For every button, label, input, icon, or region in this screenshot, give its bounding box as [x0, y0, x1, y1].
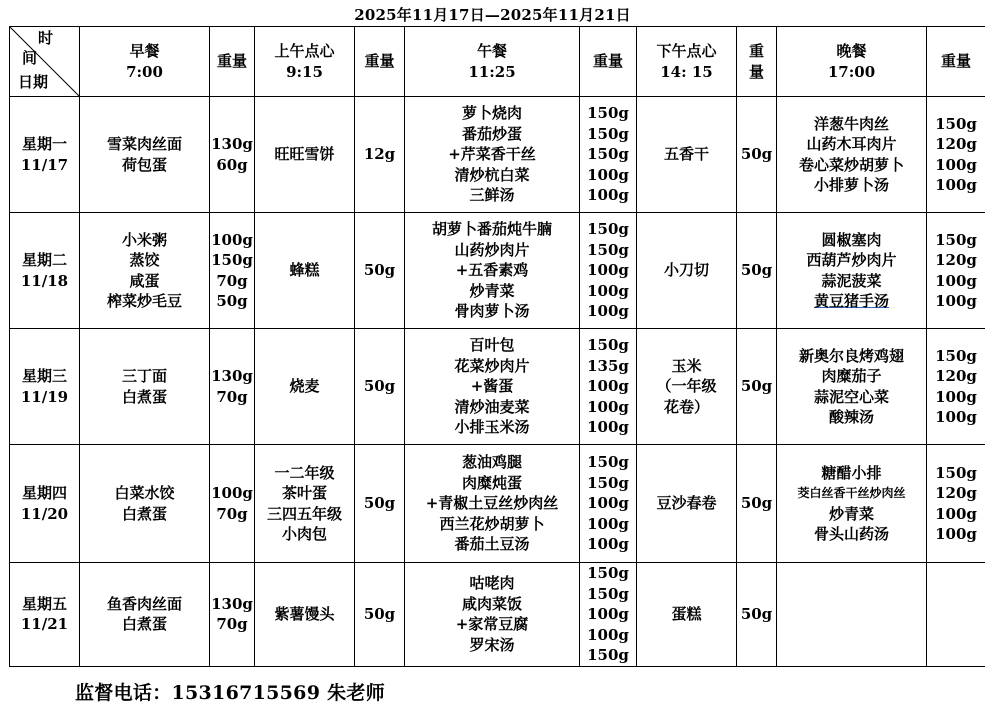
item-line: 150g [587, 453, 629, 472]
lunch-weight-cell [580, 213, 637, 329]
breakfast-weight-cell [210, 445, 255, 563]
item-line: 70g [216, 615, 248, 634]
item-line: 70g [216, 387, 248, 406]
item-line: 花菜炒肉片 [454, 356, 530, 375]
pm-snack-cell [637, 97, 737, 213]
breakfast-cell [80, 563, 210, 667]
day-name: 星期四 [21, 484, 67, 502]
item-line: 炒青菜 [469, 281, 515, 300]
item-line: 蛋糕 [671, 605, 702, 623]
item-line: 蒸饺 [129, 251, 160, 269]
item-line: 酸辣汤 [828, 408, 874, 426]
pm-snack-cell [637, 445, 737, 563]
item-line: 100g [587, 625, 629, 644]
weight-value: 50g [740, 605, 773, 623]
item-line: 豆沙春卷 [656, 494, 717, 513]
item-line: +家常豆腐 [455, 615, 529, 634]
breakfast-cell [80, 329, 210, 445]
item-line: 130g [211, 367, 253, 385]
item-line: 150g [211, 251, 253, 269]
item-line: 150g [587, 145, 629, 164]
item-line: 骨头山药汤 [813, 525, 889, 543]
item-line: 三鲜汤 [469, 186, 515, 205]
item-line: 卷心菜炒胡萝卜 [798, 155, 904, 174]
item-line: 150g [587, 336, 629, 355]
pm-snack-weight-cell [737, 563, 777, 667]
corner-cell [10, 27, 80, 97]
item-line: 新奥尔良烤鸡翅 [798, 346, 904, 365]
lunch-cell [405, 445, 580, 563]
item-line: 150g [587, 104, 629, 123]
item-line: 咕咾肉 [469, 574, 515, 593]
item-line: 烧麦 [289, 377, 320, 396]
item-line: 骨肉萝卜汤 [454, 302, 530, 321]
day-row [10, 563, 985, 667]
weight-value: 50g [363, 377, 396, 396]
item-line: 白煮蛋 [121, 504, 167, 523]
item-line: 120g [935, 135, 977, 153]
weight-value: 50g [363, 605, 396, 623]
item-line: 100g [587, 281, 629, 300]
day-name: 星期一 [21, 135, 67, 153]
weight-value: 50g [740, 261, 773, 280]
item-line: 100g [935, 176, 977, 194]
item-line: 100g [935, 271, 977, 290]
item-line: 山药木耳肉片 [806, 135, 897, 153]
item-line: 雪菜肉丝面 [106, 135, 182, 153]
header-row [10, 27, 985, 97]
breakfast-weight-cell [210, 329, 255, 445]
dinner-cell [777, 445, 927, 563]
breakfast-weight-cell [210, 563, 255, 667]
item-line: 一二年级 [274, 463, 335, 482]
item-line: 小排萝卜汤 [813, 176, 889, 194]
pm-snack-cell [637, 563, 737, 667]
item-line: 圆椒塞肉 [821, 230, 882, 249]
item-line: 榨菜炒毛豆 [106, 292, 182, 310]
lunch-weight-cell [580, 97, 637, 213]
corner-time-label: 时 [38, 29, 54, 47]
item-line: 茶叶蛋 [281, 484, 327, 502]
day-date: 11/17 [20, 155, 69, 174]
item-line: 150g [935, 346, 977, 365]
item-line: +五香素鸡 [455, 261, 529, 280]
dinner-weight-cell [927, 213, 985, 329]
item-line: 150g [587, 584, 629, 603]
item-line: 罗宋汤 [469, 635, 515, 654]
item-line: 100g [587, 186, 629, 205]
item-line: 100g [587, 377, 629, 396]
item-line: 三丁面 [121, 367, 167, 385]
am-snack-weight-cell [355, 97, 405, 213]
item-line: 肉糜茄子 [821, 367, 882, 385]
item-line: 100g [587, 302, 629, 321]
weight-value: 50g [363, 261, 396, 280]
weight-value: 50g [740, 377, 773, 396]
pm-snack-weight-cell [737, 213, 777, 329]
breakfast-weight-cell [210, 213, 255, 329]
item-line: 荷包蛋 [121, 155, 167, 174]
item-line: 120g [935, 367, 977, 385]
am-snack-weight-cell [355, 329, 405, 445]
item-line: 西兰花炒胡萝卜 [439, 514, 545, 533]
item-line: 百叶包 [469, 336, 515, 355]
item-line: 西葫芦炒肉片 [806, 251, 897, 269]
am-snack-weight-cell [355, 213, 405, 329]
item-line: 100g [587, 514, 629, 533]
am-snack-weight-cell [355, 563, 405, 667]
item-line: 紫薯馒头 [274, 605, 335, 623]
dinner-cell [777, 563, 927, 667]
item-line: 黄豆猪手汤 [813, 292, 889, 310]
item-line: +酱蛋 [470, 377, 514, 396]
am-snack-cell [255, 213, 355, 329]
item-line: 蜂糕 [289, 261, 320, 280]
item-line: 五香干 [663, 145, 709, 164]
item-line: 120g [935, 484, 977, 502]
item-line: 100g [935, 525, 977, 543]
item-line: 50g [216, 292, 248, 310]
item-line: 蒜泥空心菜 [813, 387, 889, 406]
item-line: 白煮蛋 [121, 615, 167, 634]
item-line: 70g [216, 504, 248, 523]
item-line: 糖醋小排 [821, 463, 882, 482]
dinner-cell [777, 97, 927, 213]
am-snack-header: 上午点心 9:15 [255, 27, 355, 97]
item-line: 咸肉菜饭 [461, 594, 522, 613]
lunch-cell [405, 97, 580, 213]
am-snack-cell [255, 445, 355, 563]
day-row [10, 97, 985, 213]
item-line: 葱油鸡腿 [461, 453, 522, 472]
item-line: 100g [211, 230, 253, 249]
item-line: 小肉包 [281, 525, 327, 543]
item-line: +青椒土豆丝炒肉丝 [425, 494, 559, 513]
lunch-cell [405, 213, 580, 329]
item-line: 白煮蛋 [121, 387, 167, 406]
item-line: 100g [587, 535, 629, 554]
corner-time-label-2: 间 [22, 49, 38, 67]
item-line: 100g [935, 292, 977, 310]
breakfast-header: 早餐 7:00 [80, 27, 210, 97]
item-line: +芹菜香干丝 [448, 145, 536, 164]
item-line: 150g [935, 230, 977, 249]
weight-value: 50g [740, 494, 773, 513]
item-line: 小米粥 [121, 230, 167, 249]
am-snack-weight-cell [355, 445, 405, 563]
item-line: 150g [935, 114, 977, 133]
breakfast-cell [80, 213, 210, 329]
item-line: 100g [587, 418, 629, 437]
pm-snack-weight-cell [737, 329, 777, 445]
item-line: 150g [587, 646, 629, 664]
supervision-phone: 监督电话：15316715569 朱老师 [75, 682, 386, 704]
item-line: 100g [935, 155, 977, 174]
weight-value: 12g [363, 145, 396, 164]
lunch-weight-header: 重量 [580, 27, 637, 97]
item-line: 清炒油麦菜 [454, 397, 530, 416]
item-line: 70g [216, 271, 248, 290]
item-line: 炒青菜 [828, 504, 874, 523]
item-line: 100g [935, 504, 977, 523]
dinner-weight-cell [927, 563, 985, 667]
dinner-weight-cell [927, 97, 985, 213]
item-line: 山药炒肉片 [454, 240, 530, 259]
am-snack-cell [255, 563, 355, 667]
item-line: 100g [587, 397, 629, 416]
item-line: 100g [587, 165, 629, 184]
item-line: 番茄炒蛋 [461, 124, 522, 143]
item-line: 萝卜烧肉 [461, 104, 522, 123]
lunch-header: 午餐 11:25 [405, 27, 580, 97]
item-line: （一年级 [656, 377, 717, 396]
item-line: 番茄土豆汤 [454, 535, 530, 554]
lunch-weight-cell [580, 445, 637, 563]
day-cell [10, 329, 80, 445]
day-cell [10, 213, 80, 329]
dinner-weight-cell [927, 329, 985, 445]
menu-table [9, 26, 985, 667]
item-line: 玉米 [671, 356, 702, 375]
day-date: 11/21 [20, 615, 69, 634]
item-line: 三四五年级 [266, 504, 342, 523]
item-line: 150g [935, 463, 977, 482]
dinner-weight-header: 重量 [927, 27, 985, 97]
day-date: 11/19 [20, 387, 69, 406]
item-line: 花卷） [663, 397, 709, 416]
item-line: 鱼香肉丝面 [106, 594, 182, 613]
item-line: 小刀切 [663, 261, 709, 280]
breakfast-cell [80, 97, 210, 213]
item-line: 茭白丝香干丝炒肉丝 [797, 486, 906, 500]
item-line: 100g [935, 408, 977, 426]
item-line: 100g [587, 494, 629, 513]
item-line: 120g [935, 251, 977, 269]
weight-value: 50g [363, 494, 396, 513]
item-line: 100g [211, 484, 253, 502]
item-line: 130g [211, 594, 253, 613]
day-name: 星期三 [21, 367, 67, 385]
day-name: 星期五 [21, 594, 67, 613]
item-line: 旺旺雪饼 [274, 145, 335, 164]
day-row [10, 445, 985, 563]
day-cell [10, 563, 80, 667]
dinner-header: 晚餐 17:00 [777, 27, 927, 97]
day-cell [10, 97, 80, 213]
dinner-cell [777, 213, 927, 329]
item-line: 150g [587, 473, 629, 492]
pm-snack-weight-cell [737, 97, 777, 213]
day-row [10, 329, 985, 445]
weight-value: 50g [740, 145, 773, 164]
item-line: 150g [587, 240, 629, 259]
pm-snack-cell [637, 213, 737, 329]
pm-snack-cell [637, 329, 737, 445]
breakfast-weight-cell [210, 97, 255, 213]
lunch-cell [405, 329, 580, 445]
pm-snack-header: 下午点心 14: 15 [637, 27, 737, 97]
item-line: 135g [587, 356, 629, 375]
day-row [10, 213, 985, 329]
corner-date-label: 日期 [18, 73, 49, 91]
item-line: 蒜泥菠菜 [821, 271, 882, 290]
am-snack-cell [255, 329, 355, 445]
item-line: 100g [587, 261, 629, 280]
item-line: 100g [935, 387, 977, 406]
item-line: 白菜水饺 [114, 484, 175, 502]
pm-snack-weight-header: 重 量 [737, 27, 777, 97]
breakfast-weight-header: 重量 [210, 27, 255, 97]
day-date: 11/20 [20, 504, 69, 523]
item-line: 60g [216, 155, 248, 174]
item-line: 130g [211, 135, 253, 153]
day-date: 11/18 [20, 271, 69, 290]
item-line: 胡萝卜番茄炖牛腩 [431, 220, 552, 239]
lunch-weight-cell [580, 563, 637, 667]
item-line: 150g [587, 220, 629, 239]
item-line: 150g [587, 564, 629, 582]
page-title: 2025年11月17日—2025年11月21日 [354, 6, 631, 24]
am-snack-cell [255, 97, 355, 213]
pm-snack-weight-cell [737, 445, 777, 563]
dinner-cell [777, 329, 927, 445]
item-line: 咸蛋 [129, 271, 160, 290]
lunch-weight-cell [580, 329, 637, 445]
item-line: 清炒杭白菜 [454, 165, 530, 184]
day-cell [10, 445, 80, 563]
item-line: 100g [587, 605, 629, 623]
dinner-weight-cell [927, 445, 985, 563]
item-line: 小排玉米汤 [454, 418, 530, 437]
item-line: 肉糜炖蛋 [461, 473, 522, 492]
day-name: 星期二 [21, 251, 67, 269]
lunch-cell [405, 563, 580, 667]
item-line: 洋葱牛肉丝 [813, 114, 889, 133]
breakfast-cell [80, 445, 210, 563]
am-snack-weight-header: 重量 [355, 27, 405, 97]
item-line: 150g [587, 124, 629, 143]
